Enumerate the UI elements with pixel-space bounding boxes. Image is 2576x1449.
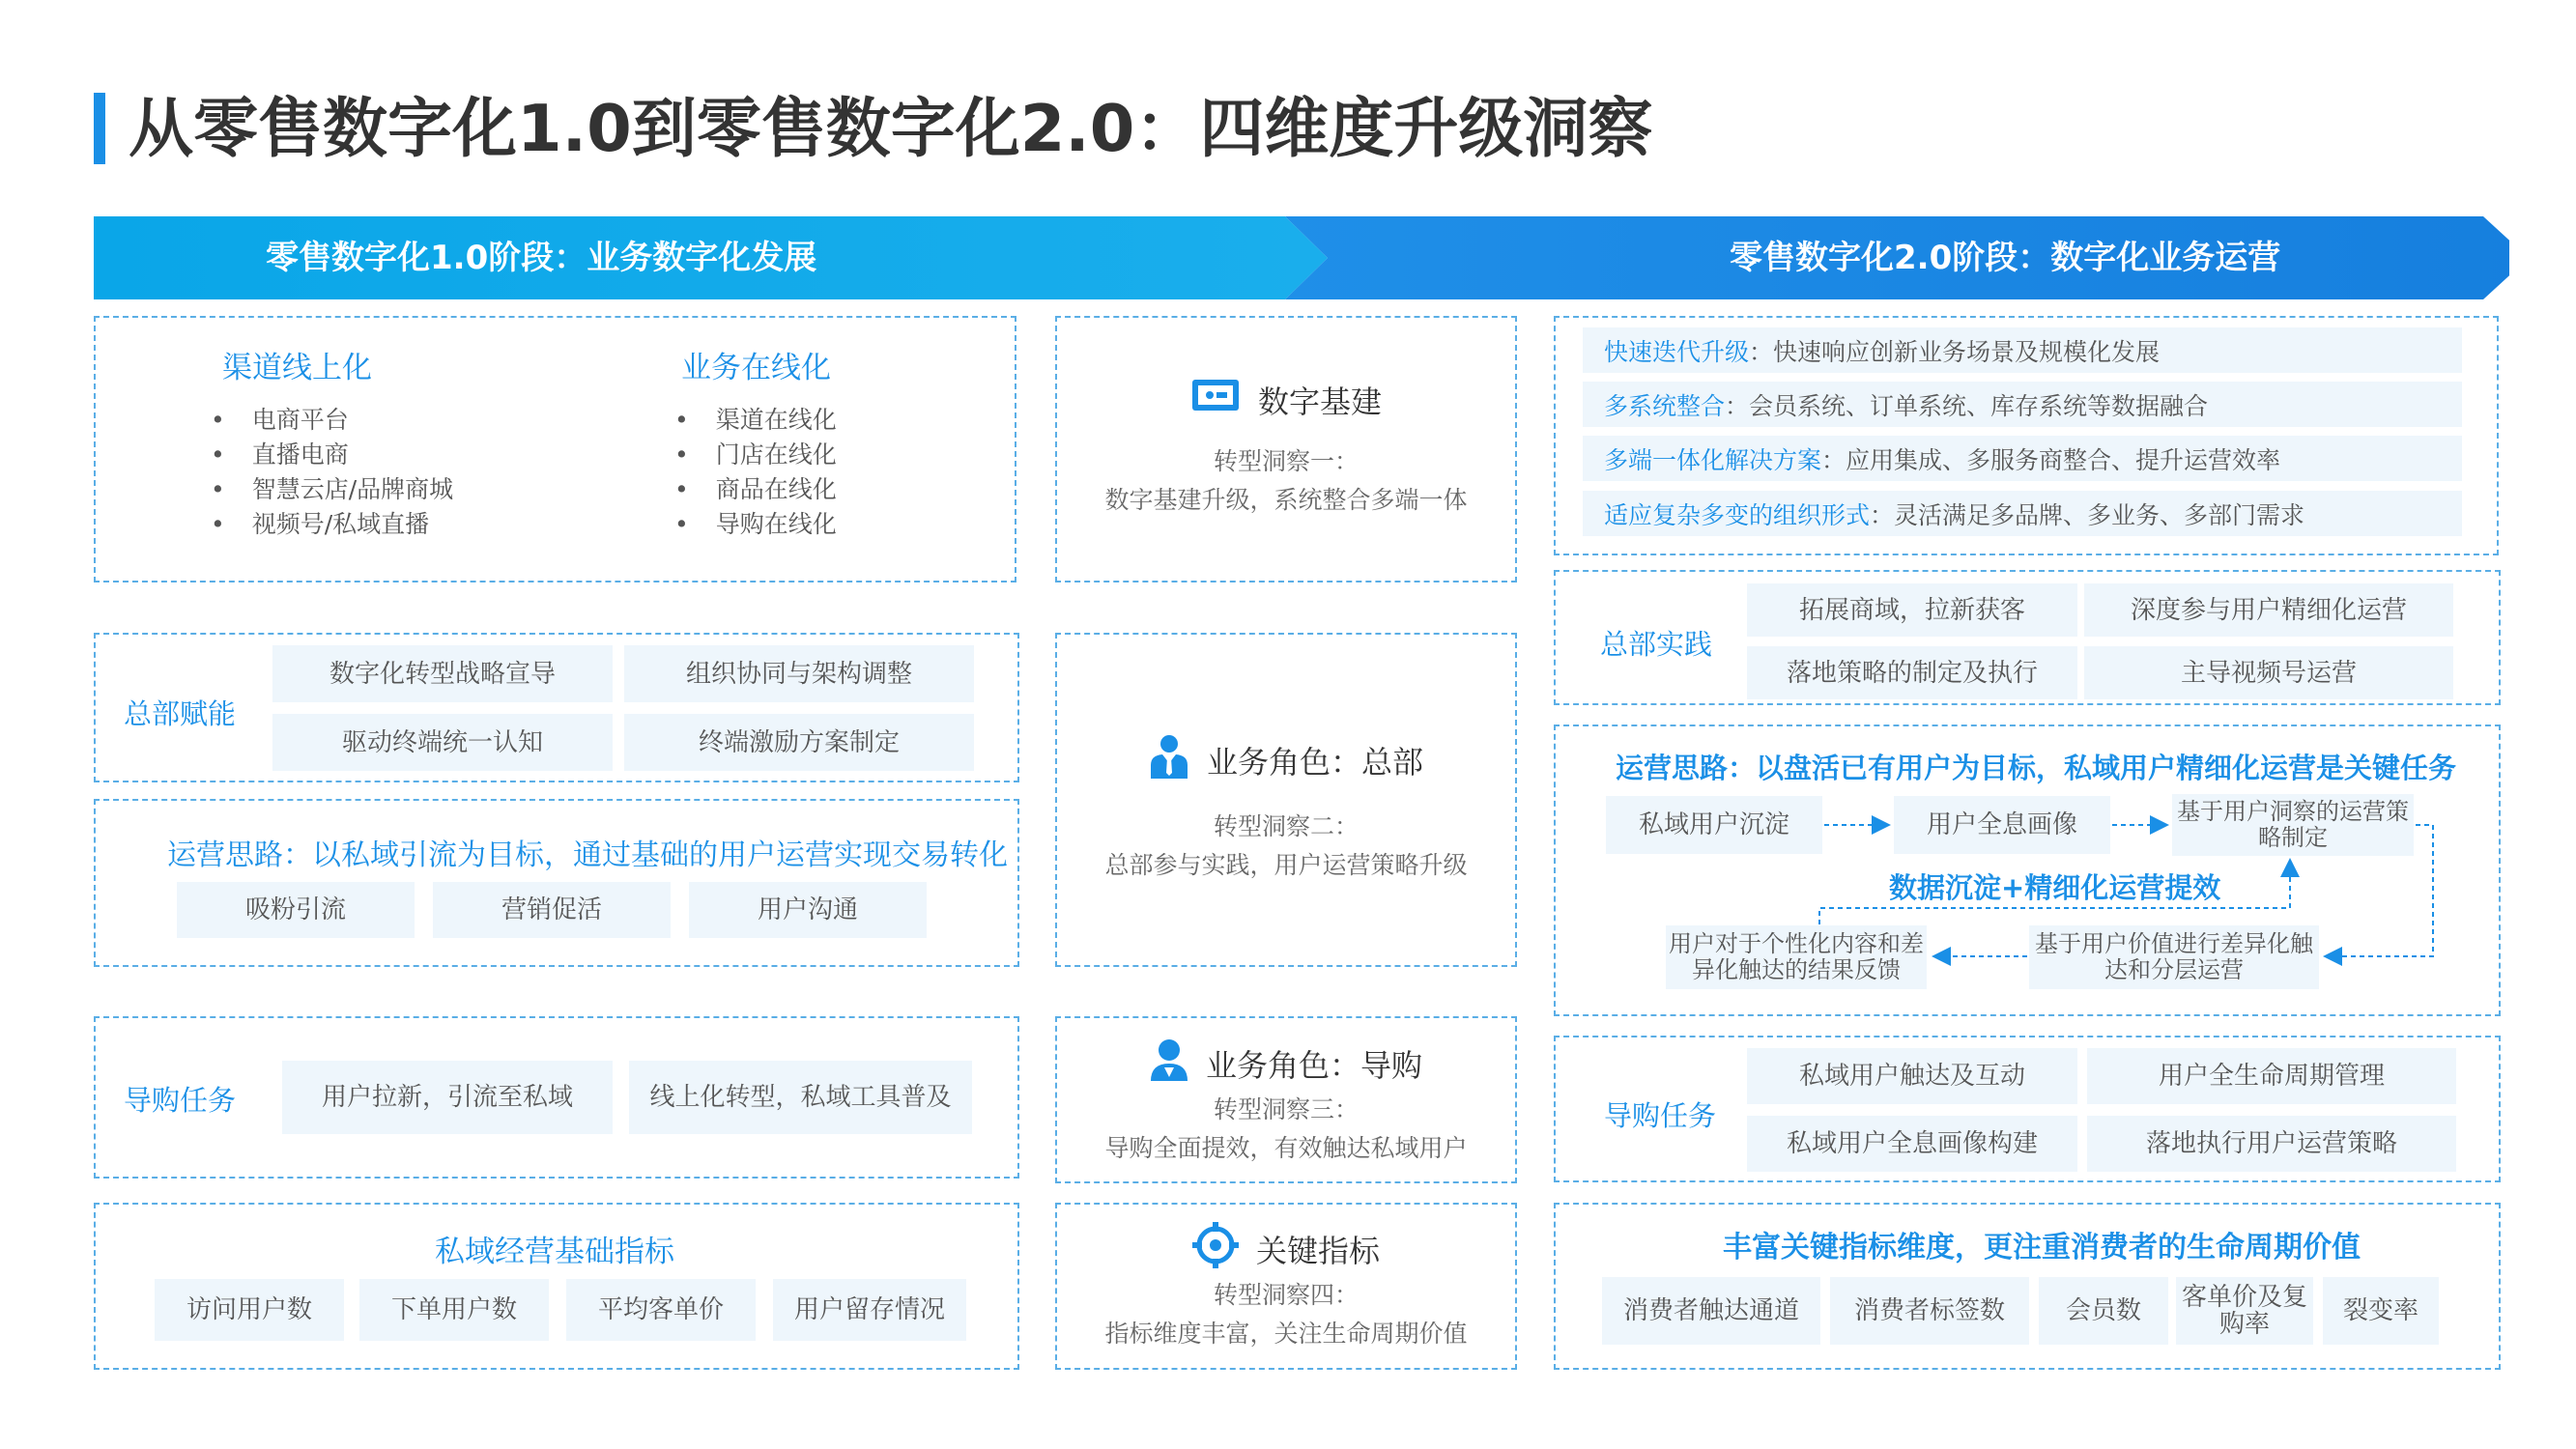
target-icon bbox=[1192, 1222, 1239, 1276]
list-item: • 直播电商 bbox=[211, 438, 453, 472]
hq-item: 数字化转型战略宣导 bbox=[272, 645, 613, 702]
list-item: • 视频号/私域直播 bbox=[211, 507, 453, 542]
right-hq-label: 总部实践 bbox=[1600, 628, 1713, 661]
system-row: 多系统整合 ：会员系统、订单系统、库存系统等数据融合 bbox=[1583, 382, 2462, 427]
hq-item: 终端激励方案制定 bbox=[624, 714, 974, 771]
guide-item: 线上化转型，私域工具普及 bbox=[629, 1061, 972, 1134]
left-metrics-title: 私域经营基础指标 bbox=[435, 1235, 674, 1269]
system-row: 适应复杂多变的组织形式 ：灵活满足多品牌、多业务、多部门需求 bbox=[1583, 491, 2462, 536]
online-title: 业务在线化 bbox=[681, 351, 831, 385]
system-row: 快速迭代升级 ：快速响应创新业务场景及规模化发展 bbox=[1583, 327, 2462, 373]
stage1-label: 零售数字化1.0阶段：业务数字化发展 bbox=[266, 239, 817, 277]
right-hq-item: 深度参与用户精细化运营 bbox=[2084, 583, 2453, 637]
center-3-title: 业务角色：导购 bbox=[1205, 1047, 1422, 1084]
right-ops-title: 运营思路：以盘活已有用户为目标，私域用户精细化运营是关键任务 bbox=[1616, 752, 2457, 784]
center-1-sub1: 转型洞察一： bbox=[1213, 447, 1359, 475]
guide-label: 导购任务 bbox=[124, 1084, 237, 1117]
page-title: 从零售数字化1.0到零售数字化2.0：四维度升级洞察 bbox=[129, 91, 1653, 166]
flow-center-label: 数据沉淀+精细化运营提效 bbox=[1889, 871, 2221, 904]
right-hq-item: 拓展商域，拉新获客 bbox=[1747, 583, 2077, 637]
list-item: • 门店在线化 bbox=[674, 438, 837, 472]
right-guide-label: 导购任务 bbox=[1604, 1099, 1717, 1132]
person-icon bbox=[1150, 1038, 1188, 1089]
center-3-sub1: 转型洞察三： bbox=[1213, 1095, 1359, 1123]
right-metric-item: 裂变率 bbox=[2323, 1277, 2439, 1345]
center-insight-4 bbox=[1055, 1222, 1517, 1353]
center-insight-1 bbox=[1055, 377, 1517, 520]
center-2-title: 业务角色：总部 bbox=[1206, 744, 1423, 781]
title-accent-bar bbox=[94, 93, 105, 164]
flow-node-feedback: 用户对于个性化内容和差异化触达的结果反馈 bbox=[1666, 925, 1927, 989]
center-3-sub2: 导购全面提效，有效触达私域用户 bbox=[1104, 1134, 1468, 1162]
ops-item: 吸粉引流 bbox=[177, 882, 415, 938]
right-hq-item: 落地策略的制定及执行 bbox=[1747, 646, 2077, 699]
list-item: • 商品在线化 bbox=[674, 472, 837, 507]
business-person-icon bbox=[1149, 734, 1189, 786]
system-row: 多端一体化解决方案 ：应用集成、多服务商整合、提升运营效率 bbox=[1583, 436, 2462, 481]
right-metrics-title: 丰富关键指标维度，更注重消费者的生命周期价值 bbox=[1723, 1231, 2361, 1264]
metric-item: 下单用户数 bbox=[359, 1279, 549, 1341]
list-item: • 导购在线化 bbox=[674, 507, 837, 542]
monitor-icon bbox=[1190, 377, 1241, 423]
list-item: • 智慧云店/品牌商城 bbox=[211, 472, 453, 507]
right-metric-item: 会员数 bbox=[2039, 1277, 2168, 1345]
center-insight-2 bbox=[1055, 734, 1517, 885]
right-metric-item: 客单价及复购率 bbox=[2176, 1277, 2313, 1345]
hq-item: 驱动终端统一认知 bbox=[272, 714, 613, 771]
channel-list bbox=[211, 403, 453, 542]
right-hq-item: 主导视频号运营 bbox=[2084, 646, 2453, 699]
metric-item: 访问用户数 bbox=[155, 1279, 344, 1341]
channel-title: 渠道线上化 bbox=[222, 351, 372, 385]
center-4-title: 关键指标 bbox=[1255, 1233, 1380, 1269]
center-4-sub1: 转型洞察四： bbox=[1213, 1281, 1359, 1309]
guide-item: 用户拉新，引流至私域 bbox=[282, 1061, 613, 1134]
online-list bbox=[674, 403, 837, 542]
right-guide-item: 落地执行用户运营策略 bbox=[2087, 1116, 2456, 1172]
list-item: • 渠道在线化 bbox=[674, 403, 837, 438]
metric-item: 用户留存情况 bbox=[773, 1279, 966, 1341]
stage2-label: 零售数字化2.0阶段：数字化业务运营 bbox=[1730, 239, 2281, 277]
metric-item: 平均客单价 bbox=[566, 1279, 756, 1341]
center-insight-3 bbox=[1055, 1038, 1517, 1168]
center-1-sub2: 数字基建升级，系统整合多端一体 bbox=[1104, 486, 1468, 514]
center-2-sub1: 转型洞察二： bbox=[1213, 812, 1359, 840]
flow-node-tiered-ops: 基于用户价值进行差异化触达和分层运营 bbox=[2029, 925, 2319, 989]
right-guide-item: 私域用户触达及互动 bbox=[1747, 1048, 2077, 1104]
center-2-sub2: 总部参与实践，用户运营策略升级 bbox=[1104, 851, 1468, 879]
right-guide-item: 用户全生命周期管理 bbox=[2087, 1048, 2456, 1104]
flow-arrows bbox=[1554, 724, 2501, 1016]
right-metric-item: 消费者标签数 bbox=[1830, 1277, 2029, 1345]
right-guide-item: 私域用户全息画像构建 bbox=[1747, 1116, 2077, 1172]
hq-item: 组织协同与架构调整 bbox=[624, 645, 974, 702]
left-ops-title: 运营思路：以私域引流为目标，通过基础的用户运营实现交易转化 bbox=[167, 838, 1008, 872]
flow-node-user-profile: 用户全息画像 bbox=[1894, 796, 2110, 854]
flow-node-strategy: 基于用户洞察的运营策略制定 bbox=[2172, 794, 2414, 856]
hq-label: 总部赋能 bbox=[124, 697, 237, 730]
center-4-sub2: 指标维度丰富，关注生命周期价值 bbox=[1104, 1320, 1468, 1348]
ops-item: 营销促活 bbox=[433, 882, 671, 938]
flow-node-private-users: 私域用户沉淀 bbox=[1606, 796, 1822, 854]
center-1-title: 数字基建 bbox=[1257, 384, 1382, 420]
right-metric-item: 消费者触达通道 bbox=[1602, 1277, 1820, 1345]
list-item: • 电商平台 bbox=[211, 403, 453, 438]
ops-item: 用户沟通 bbox=[689, 882, 927, 938]
